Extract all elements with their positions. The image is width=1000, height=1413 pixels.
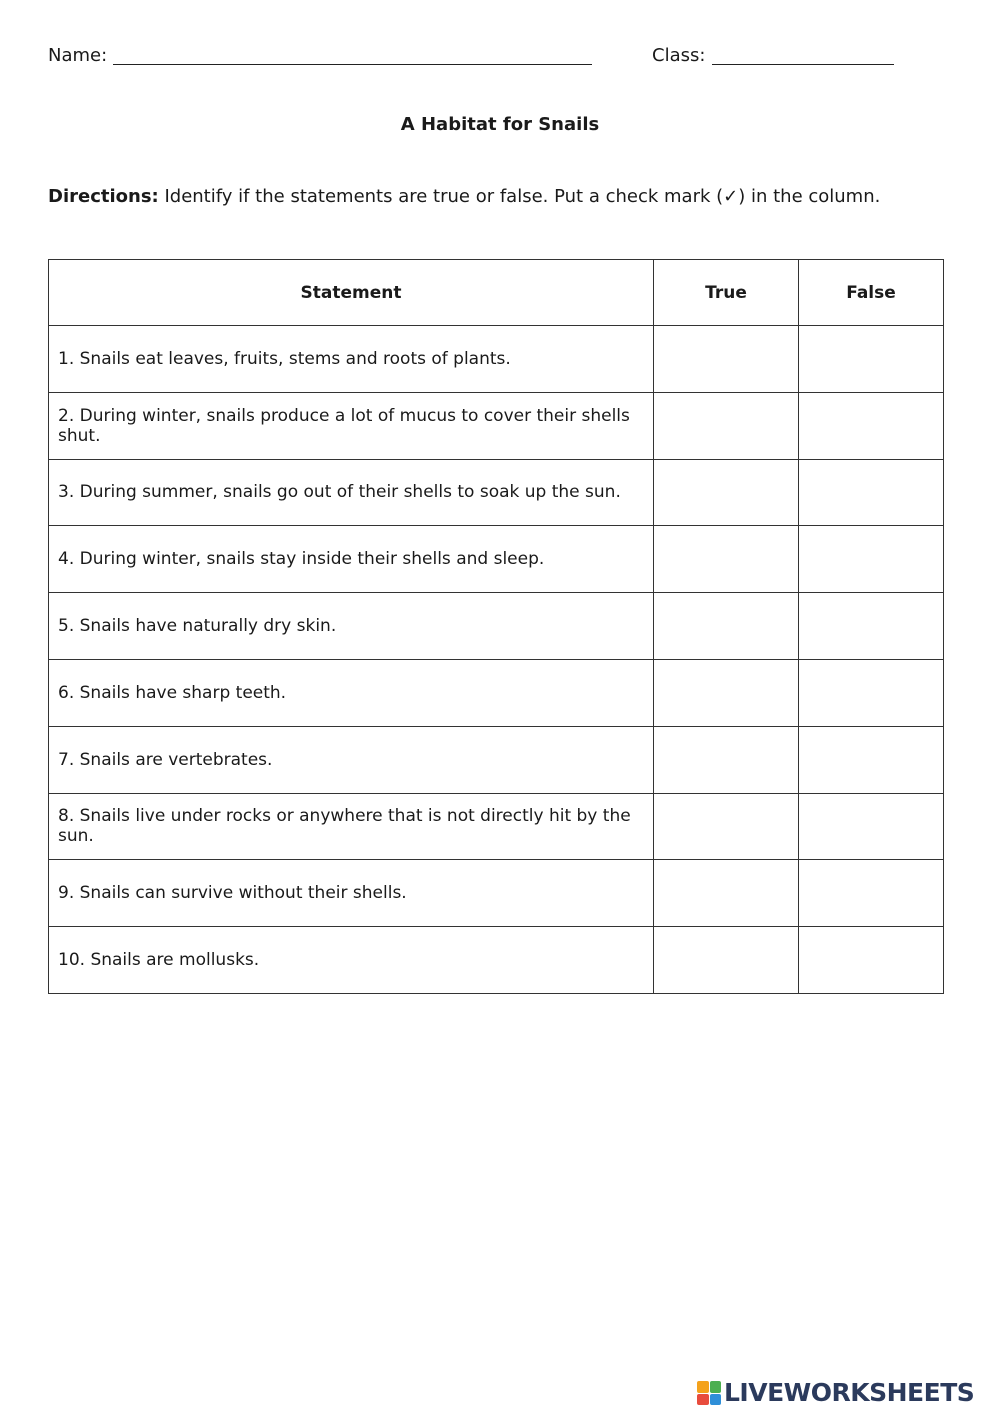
- header-true: True: [654, 260, 799, 326]
- statement-cell: 4. During winter, snails stay inside their shells and sleep.: [49, 526, 654, 593]
- table-row: [49, 459, 944, 526]
- statement-cell: 7. Snails are vertebrates.: [49, 726, 654, 793]
- false-check-cell[interactable]: [799, 726, 944, 793]
- table-row: [49, 793, 944, 860]
- true-check-cell[interactable]: [654, 927, 799, 994]
- statement-cell: 6. Snails have sharp teeth.: [49, 659, 654, 726]
- true-check-cell[interactable]: [654, 526, 799, 593]
- false-check-cell[interactable]: [799, 526, 944, 593]
- name-class-row: [48, 44, 948, 68]
- logo-square: [710, 1381, 722, 1393]
- true-check-cell[interactable]: [654, 459, 799, 526]
- statement-cell: 1. Snails eat leaves, fruits, stems and roots of plants.: [49, 326, 654, 393]
- false-check-cell[interactable]: [799, 593, 944, 660]
- true-check-cell[interactable]: [654, 793, 799, 860]
- false-check-cell[interactable]: [799, 860, 944, 927]
- table-header-row: [49, 260, 944, 326]
- directions-text: Identify if the statements are true or false. Put a check mark (✓) in the column.: [158, 186, 881, 207]
- name-label: Name:: [48, 45, 108, 66]
- true-false-table: [48, 259, 944, 994]
- false-check-cell[interactable]: [799, 459, 944, 526]
- true-check-cell[interactable]: [654, 326, 799, 393]
- table-row: [49, 726, 944, 793]
- statement-cell: 8. Snails live under rocks or anywhere that is not directly hit by the sun.: [49, 793, 654, 860]
- header-false: False: [799, 260, 944, 326]
- table-row: [49, 927, 944, 994]
- true-check-cell[interactable]: [654, 392, 799, 459]
- logo-square: [697, 1394, 709, 1406]
- logo-square: [697, 1381, 709, 1393]
- true-check-cell[interactable]: [654, 593, 799, 660]
- header-statement: Statement: [49, 260, 654, 326]
- true-check-cell[interactable]: [654, 860, 799, 927]
- statement-cell: 3. During summer, snails go out of their shells to soak up the sun.: [49, 459, 654, 526]
- statement-cell: 10. Snails are mollusks.: [49, 927, 654, 994]
- worksheet-title: A Habitat for Snails: [400, 114, 600, 135]
- logo-square: [710, 1394, 722, 1406]
- true-check-cell[interactable]: [654, 659, 799, 726]
- name-line[interactable]: [113, 64, 592, 65]
- false-check-cell[interactable]: [799, 326, 944, 393]
- table-row: [49, 526, 944, 593]
- false-check-cell[interactable]: [799, 927, 944, 994]
- table-row: [49, 593, 944, 660]
- false-check-cell[interactable]: [799, 392, 944, 459]
- directions: [48, 185, 948, 209]
- false-check-cell[interactable]: [799, 793, 944, 860]
- true-check-cell[interactable]: [654, 726, 799, 793]
- liveworksheets-brand: [697, 1378, 993, 1408]
- table-row: [49, 659, 944, 726]
- class-line[interactable]: [712, 64, 894, 65]
- class-label: Class:: [652, 45, 706, 66]
- brand-text: LIVEWORKSHEETS: [724, 1378, 975, 1407]
- directions-label: Directions:: [48, 186, 159, 207]
- table-row: [49, 392, 944, 459]
- statement-cell: 2. During winter, snails produce a lot of mucus to cover their shells shut.: [49, 392, 654, 459]
- statement-cell: 9. Snails can survive without their shells.: [49, 860, 654, 927]
- statement-cell: 5. Snails have naturally dry skin.: [49, 593, 654, 660]
- table-row: [49, 326, 944, 393]
- liveworksheets-logo-icon: [697, 1381, 721, 1405]
- table-row: [49, 860, 944, 927]
- false-check-cell[interactable]: [799, 659, 944, 726]
